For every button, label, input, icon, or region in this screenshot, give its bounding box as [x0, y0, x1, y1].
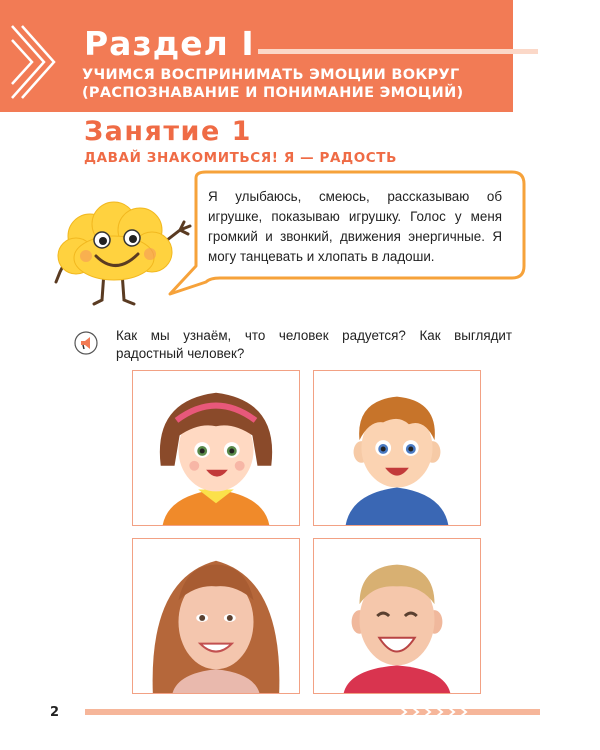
page-number: 2	[50, 705, 60, 720]
section-title: Раздел I	[84, 24, 255, 63]
cartoon-boy-smiling-picture	[313, 370, 481, 526]
chevron-decoration-icon	[10, 22, 56, 102]
footer-chevron-decoration-icon	[396, 704, 476, 720]
lesson-subtitle: ДАВАЙ ЗНАКОМИТЬСЯ! Я — РАДОСТЬ	[84, 150, 397, 166]
banner-divider	[258, 49, 538, 54]
lesson-title: Занятие 1	[84, 116, 252, 147]
section-subtitle: УЧИМСЯ ВОСПРИНИМАТЬ ЭМОЦИИ ВОКРУГ (РАСПОЗНАВАНИЕ И ПОНИМАНИЕ ЭМОЦИЙ)	[82, 67, 464, 101]
photo-girl-smiling-picture	[132, 538, 300, 694]
megaphone-icon	[74, 331, 98, 355]
photo-boy-laughing-picture	[313, 538, 481, 694]
cartoon-girl-smiling-picture	[132, 370, 300, 526]
joy-mascot-icon	[52, 200, 202, 316]
question-text: Как мы узнаём, что человек радуется? Как выглядит радостный человек?	[116, 328, 512, 361]
speech-bubble-text: Я улыбаюсь, смеюсь, рассказываю об игрушке, показываю игрушку. Голос у меня громкий и звонкий, движения энергичные. Я могу танцевать и хлопать в ладоши.	[208, 189, 502, 264]
